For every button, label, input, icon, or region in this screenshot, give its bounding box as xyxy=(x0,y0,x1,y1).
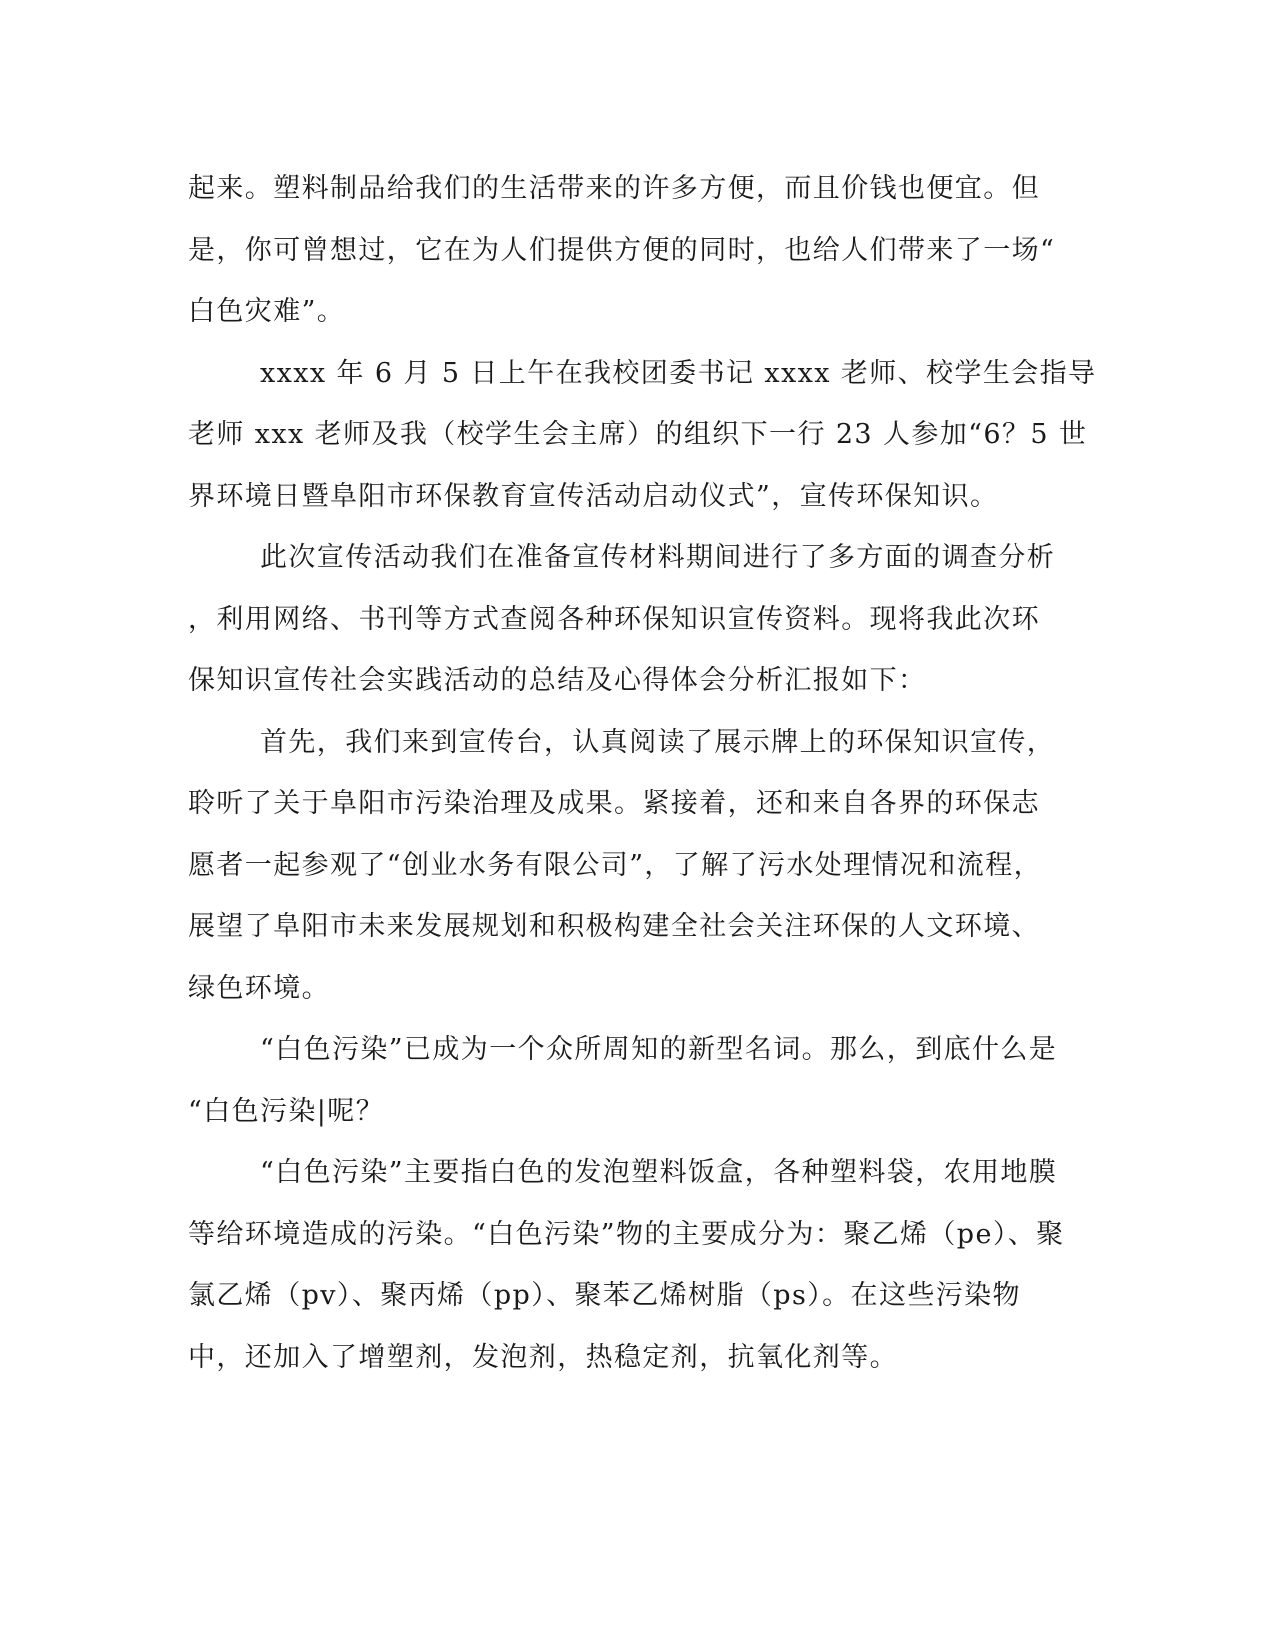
paragraph-3 xyxy=(188,527,1088,712)
paragraph-2 xyxy=(188,343,1097,528)
text-line: 中，还加入了增塑剂，发泡剂，热稳定剂，抗氧化剂等。 xyxy=(188,1341,898,1373)
text-line: 等给环境造成的污染。“白色污染”物的主要成分为：聚乙烯（pe）、聚 xyxy=(188,1218,1065,1250)
text-line: “白色污染|呢？ xyxy=(188,1095,385,1127)
text-line: 是，你可曾想过，它在为人们提供方便的同时，也给人们带来了一场“ xyxy=(188,234,1056,266)
text-line: 愿者一起参观了“创业水务有限公司”，了解了污水处理情况和流程， xyxy=(188,849,1043,881)
text-line: 此次宣传活动我们在准备宣传材料期间进行了多方面的调查分析 xyxy=(260,542,1056,573)
text-line: 起来。塑料制品给我们的生活带来的许多方便，而且价钱也便宜。但 xyxy=(188,173,1040,204)
text-line: “白色污染”主要指白色的发泡塑料饭盒，各种塑料袋，农用地膜 xyxy=(260,1157,1058,1188)
paragraph-6 xyxy=(188,1142,1088,1388)
text-line: 界环境日暨阜阳市环保教育宣传活动启动仪式”，宣传环保知识。 xyxy=(188,480,999,512)
text-line: 展望了阜阳市未来发展规划和积极构建全社会关注环保的人文环境、 xyxy=(188,911,1040,942)
text-line: 绿色环境。 xyxy=(188,972,330,1004)
text-line: 首先，我们来到宣传台，认真阅读了展示牌上的环保知识宣传， xyxy=(260,726,1056,758)
text-line: 聆听了关于阜阳市污染治理及成果。紧接着，还和来自各界的环保志 xyxy=(188,788,1040,819)
document-body xyxy=(188,158,1097,1388)
text-line: ，利用网络、书刊等方式查阅各种环保知识宣传资料。现将我此次环 xyxy=(188,603,1040,635)
paragraph-5 xyxy=(188,1019,1088,1142)
text-line: 保知识宣传社会实践活动的总结及心得体会分析汇报如下： xyxy=(188,665,927,696)
text-line: 老师 xxx 老师及我（校学生会主席）的组织下一行 23 人参加“6？5 世 xyxy=(188,419,1088,450)
paragraph-4 xyxy=(188,712,1088,1020)
text-line: “白色污染”已成为一个众所周知的新型名词。那么，到底什么是 xyxy=(260,1034,1058,1065)
paragraph-1 xyxy=(188,158,1088,343)
text-line: 白色灾难”。 xyxy=(188,296,346,327)
text-line: xxxx 年 6 月 5 日上午在我校团委书记 xxxx 老师、校学生会指导 xyxy=(260,357,1097,389)
text-line: 氯乙烯（pv）、聚丙烯（pp）、聚苯乙烯树脂（ps）。在这些污染物 xyxy=(188,1280,1021,1311)
